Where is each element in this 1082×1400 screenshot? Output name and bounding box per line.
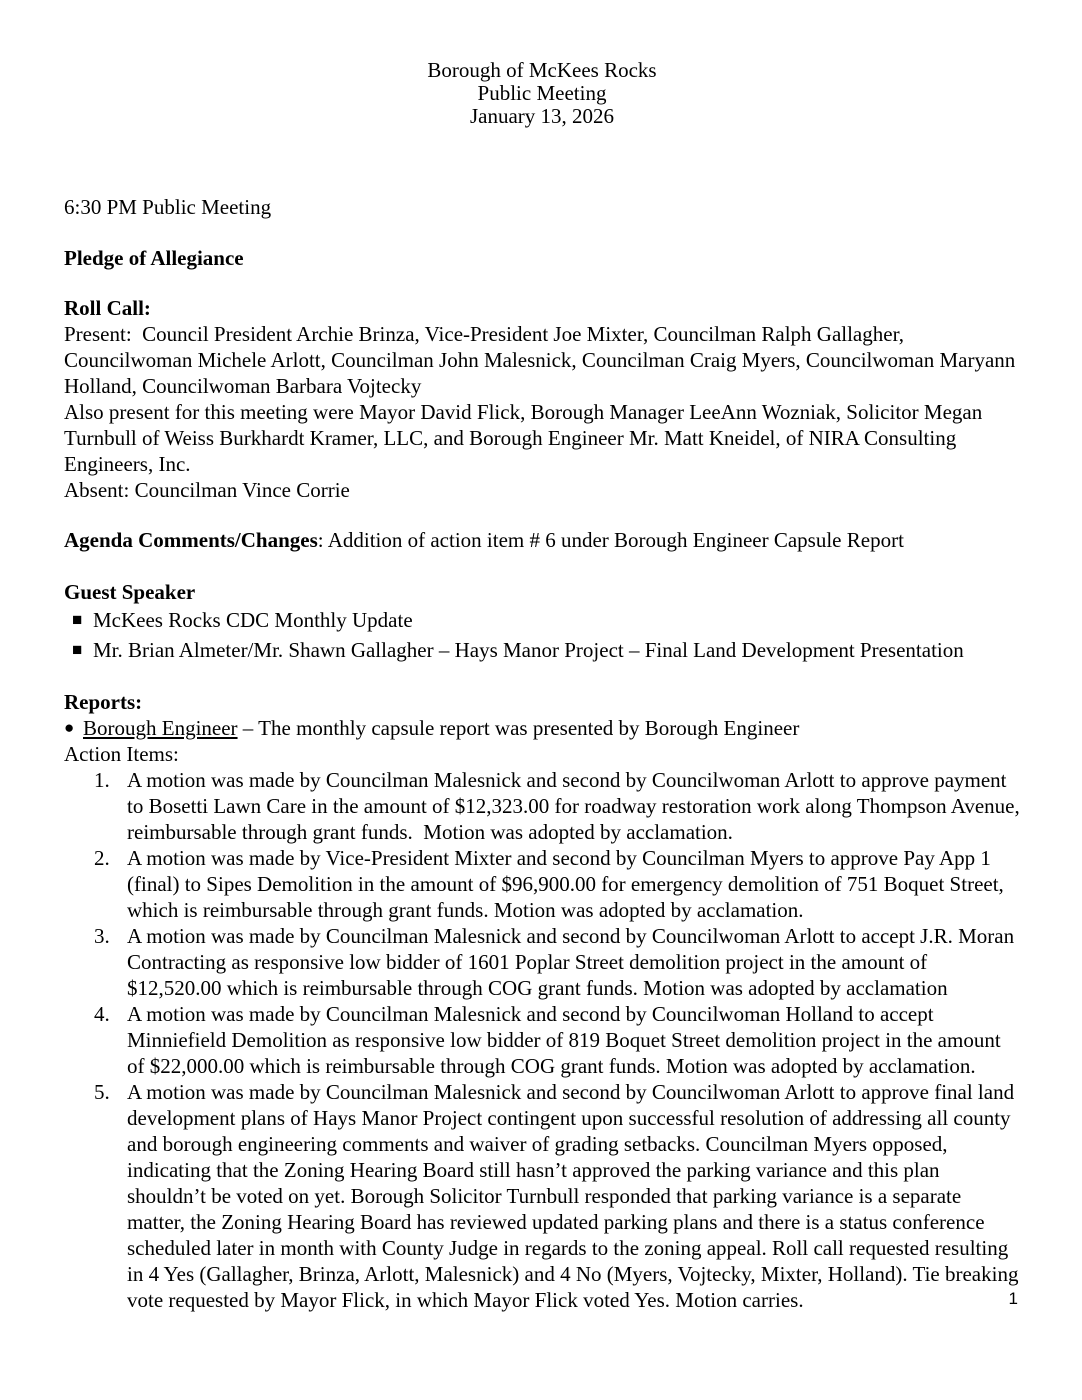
agenda-comments-text: : Addition of action item # 6 under Borough Engineer Capsule Report	[317, 528, 904, 552]
agenda-comments-heading: Agenda Comments/Changes	[64, 528, 318, 552]
action-item-text: A motion was made by Vice-President Mixter and second by Councilman Myers to approve Pay App 1 (final) to Sipes Demolition in the amount of $96,900.00 for emergency demolition of 751 Boquet Street, which is reimbursable through grant funds. Motion was adopted by acclamation.	[127, 846, 1010, 922]
agenda-comments-line	[64, 527, 1020, 553]
roll-call-also-present: Also present for this meeting were Mayor David Flick, Borough Manager LeeAnn Wozniak, Solicitor Megan Turnbull of Weiss Burkhardt Kramer, LLC, and Borough Engineer Mr. Matt Kneidel, of NIRA Consulting Engineers, Inc.	[64, 400, 988, 476]
table-row	[64, 1079, 1024, 1313]
reports-heading: Reports:	[64, 690, 143, 714]
borough-engineer-summary: – The monthly capsule report was presented by Borough Engineer	[237, 716, 800, 740]
list-item	[64, 607, 1020, 633]
meeting-time: 6:30 PM Public Meeting	[64, 195, 272, 219]
table-row	[64, 1001, 1020, 1079]
guest-speaker-heading: Guest Speaker	[64, 580, 196, 604]
list-item-number: 3.	[94, 924, 110, 948]
roll-call-heading: Roll Call:	[64, 296, 151, 320]
list-item-number: 2.	[94, 846, 110, 870]
borough-engineer-report-text	[83, 715, 1020, 741]
guest-speaker-list	[64, 607, 1020, 663]
roll-call-present: Present: Council President Archie Brinza, Vice-President Joe Mixter, Councilman Ralph Gallagher, Councilwoman Michele Arlott, Councilman John Malesnick, Councilman Craig Myers, Councilwoman Maryann Holland, Councilwoman Barbara Vojtecky	[64, 322, 1021, 398]
square-bullet-icon: ■	[72, 610, 83, 629]
list-item-number: 1.	[94, 768, 110, 792]
action-items-label: Action Items:	[64, 742, 179, 766]
roll-call-absent: Absent: Councilman Vince Corrie	[64, 478, 350, 502]
action-items-list	[64, 767, 1025, 1313]
meeting-date: January 13, 2026	[469, 104, 615, 128]
action-item-text: A motion was made by Councilman Malesnick and second by Councilwoman Arlott to accept J.R. Moran Contracting as responsive low bidder of 1601 Poplar Street demolition project in the amount of $12,520.00 which is reimbursable through COG grant funds. Motion was adopted by acclamation	[127, 924, 1020, 1000]
meeting-type: Public Meeting	[477, 81, 607, 105]
action-item-text: A motion was made by Councilman Malesnick and second by Councilwoman Arlott to approve final land development plans of Hays Manor Project contingent upon successful resolution of addressing all county and borough engineering comments and waiver of grading setbacks. Councilman Myers opposed, indicating that the Zoning Hearing Board still hasn’t approved the parking variance and this plan shouldn’t be voted on yet. Borough Solicitor Turnbull responded that parking variance is a separate matter, the Zoning Hearing Board has reviewed updated parking plans and there is a status conference scheduled later in month with County Judge in regards to the zoning appeal. Roll call requested resulting in 4 Yes (Gallagher, Brinza, Arlott, Malesnick) and 4 No (Myers, Vojtecky, Mixter, Holland). Tie breaking vote requested by Mayor Flick, in which Mayor Flick voted Yes. Motion carries.	[127, 1080, 1024, 1312]
guest-speaker-item-label: Mr. Brian Almeter/Mr. Shawn Gallagher – Hays Manor Project – Final Land Development Presentation	[93, 638, 964, 662]
list-item-number: 4.	[94, 1002, 110, 1026]
borough-engineer-report-line	[64, 715, 1020, 741]
action-item-text: A motion was made by Councilman Malesnick and second by Councilwoman Arlott to approve payment to Bosetti Lawn Care in the amount of $12,323.00 for roadway restoration work along Thompson Avenue, reimbursable through grant funds. Motion was adopted by acclamation.	[127, 768, 1025, 844]
document-header	[64, 59, 1020, 128]
circle-bullet-icon: ●	[64, 718, 75, 737]
table-row	[64, 923, 1020, 1001]
org-name: Borough of McKees Rocks	[427, 58, 657, 82]
page-number: 1	[1008, 1289, 1018, 1308]
list-item-number: 5.	[94, 1080, 110, 1104]
action-item-text: A motion was made by Councilman Malesnick and second by Councilwoman Holland to accept Minniefield Demolition as responsive low bidder of 819 Boquet Street demolition project in the amount of $22,000.00 which is reimbursable through COG grant funds. Motion was adopted by acclamation.	[127, 1002, 1006, 1078]
borough-engineer-label: Borough Engineer	[83, 716, 238, 740]
table-row	[64, 845, 1020, 923]
pledge-heading: Pledge of Allegiance	[64, 246, 244, 270]
square-bullet-icon: ■	[72, 640, 83, 659]
guest-speaker-item-label: McKees Rocks CDC Monthly Update	[93, 608, 413, 632]
table-row	[64, 767, 1025, 845]
list-item	[64, 637, 1020, 663]
